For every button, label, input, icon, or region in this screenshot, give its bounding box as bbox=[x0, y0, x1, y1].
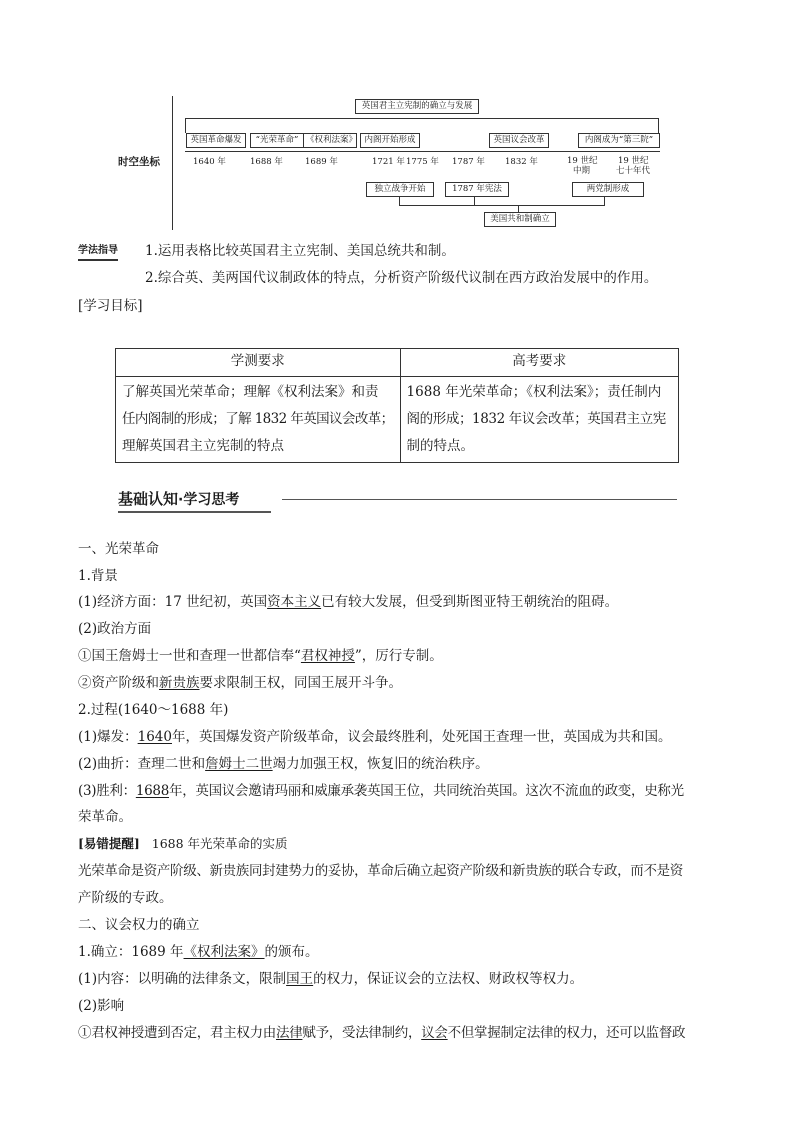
paragraph: (2)曲折：查理二世和詹姆士二世竭力加强王权，恢复旧的统治秩序。 bbox=[78, 756, 489, 772]
section-divider bbox=[118, 511, 271, 513]
timeline-axis bbox=[185, 151, 660, 152]
timeline-event-box: 英国革命爆发 bbox=[186, 133, 246, 148]
timeline-event-box: 《权利法案》 bbox=[303, 133, 357, 148]
paragraph: (1)爆发：1640年，英国爆发资产阶级革命，议会最终胜利，处死国王查理一世，英国成为共和国。 bbox=[78, 729, 672, 745]
timeline-year: 1688 年 bbox=[250, 157, 283, 167]
subheading: 2.过程(1640～1688 年) bbox=[78, 702, 229, 718]
timeline-year: 七十年代 bbox=[616, 166, 651, 176]
paragraph: 光荣革命是资产阶级、新贵族同封建势力的妥协，革命后确立起资产阶级和新贵族的联合专政，而不是资 bbox=[78, 863, 683, 879]
timeline-event-box: 内阁成为“第三院” bbox=[578, 133, 660, 148]
subheading: 1.确立：1689 年《权利法案》的颁布。 bbox=[78, 944, 319, 960]
table-header: 学测要求 bbox=[116, 349, 401, 377]
paragraph: ①君权神授遭到否定，君主权力由法律赋予，受法律制约，议会不但掌握制定法律的权力，还可以监督政 bbox=[78, 1025, 686, 1041]
requirements-table bbox=[115, 348, 679, 463]
section-title-rest: ·学习思考 bbox=[178, 492, 240, 508]
timeline-year: 1787 年 bbox=[452, 157, 485, 167]
guide-item: 1.运用表格比较英国君主立宪制、美国总统共和制。 bbox=[145, 243, 455, 259]
paragraph: (3)胜利：1688年，英国议会邀请玛丽和威廉承袭英国王位，共同统治英国。这次不流血的政变，史称光 bbox=[78, 783, 684, 799]
table-cell: 了解英国光荣革命；理解《权利法案》和责 任内阁制的形成；了解 1832 年英国议会改革； 理解英国君主立宪制的特点 bbox=[116, 377, 401, 463]
table-header: 高考要求 bbox=[400, 349, 678, 377]
paragraph: (1)经济方面：17 世纪初，英国资本主义已有较大发展，但受到斯图亚特王朝统治的阻碍。 bbox=[78, 594, 619, 610]
tip bbox=[78, 835, 288, 853]
tip-title: 1688 年光荣革命的实质 bbox=[151, 836, 288, 851]
paragraph: 产阶级的专政。 bbox=[78, 890, 173, 906]
tip-label: [易错提醒] bbox=[78, 836, 140, 851]
paragraph: 荣革命。 bbox=[78, 809, 132, 825]
timeline-title-box: 英国君主立宪制的确立与发展 bbox=[355, 99, 479, 114]
section-title-bold: 基础认知 bbox=[118, 490, 179, 508]
timeline-event-box: 英国议会改革 bbox=[489, 133, 549, 148]
timeline-merge-box: 美国共和制确立 bbox=[484, 212, 556, 227]
timeline-event-box: 独立战争开始 bbox=[366, 182, 434, 197]
timeline-year: 19 世纪 bbox=[618, 156, 649, 166]
heading-1: 一、光荣革命 bbox=[78, 541, 159, 557]
table-cell: 1688 年光荣革命；《权利法案》；责任制内 阁的形成；1832 年议会改革；英国君主立宪 制的特点。 bbox=[400, 377, 678, 463]
section-rule bbox=[282, 499, 677, 500]
paragraph: ①国王詹姆士一世和查理一世都信奉“君权神授”，厉行专制。 bbox=[78, 648, 443, 664]
timeline-merge-line bbox=[399, 205, 605, 206]
subheading: 1.背景 bbox=[78, 568, 118, 584]
paragraph: (2)政治方面 bbox=[78, 621, 152, 637]
timeline-event-box: 1787 年宪法 bbox=[445, 182, 509, 197]
timeline-year: 1832 年 bbox=[505, 157, 538, 167]
timeline-event-box: 内阁开始形成 bbox=[360, 133, 420, 148]
goals-heading: [学习目标] bbox=[78, 298, 143, 314]
paragraph: ②资产阶级和新贵族要求限制王权，同国王展开斗争。 bbox=[78, 675, 402, 691]
timeline-year: 1721 年 bbox=[372, 157, 405, 167]
timeline-event-box: “光荣革命” bbox=[250, 133, 304, 148]
timeline-vertical-line bbox=[172, 96, 173, 230]
guide-label: 学法指导 bbox=[78, 244, 118, 261]
timeline-label: 时空坐标 bbox=[118, 156, 160, 168]
paragraph: (1)内容：以明确的法律条文，限制国王的权力，保证议会的立法权、财政权等权力。 bbox=[78, 971, 584, 987]
section-title bbox=[118, 489, 239, 510]
timeline-title-connector bbox=[185, 118, 658, 119]
timeline-year: 1689 年 bbox=[305, 157, 338, 167]
timeline-year: 1775 年 bbox=[406, 157, 439, 167]
timeline-year: 19 世纪 bbox=[567, 156, 598, 166]
paragraph: (2)影响 bbox=[78, 998, 125, 1014]
timeline-year: 中期 bbox=[573, 166, 591, 176]
timeline-year: 1640 年 bbox=[193, 157, 226, 167]
timeline-event-box: 两党制形成 bbox=[572, 182, 644, 197]
heading-2: 二、议会权力的确立 bbox=[78, 917, 200, 933]
guide-item: 2.综合英、美两国代议制政体的特点，分析资产阶级代议制在西方政治发展中的作用。 bbox=[145, 270, 658, 286]
